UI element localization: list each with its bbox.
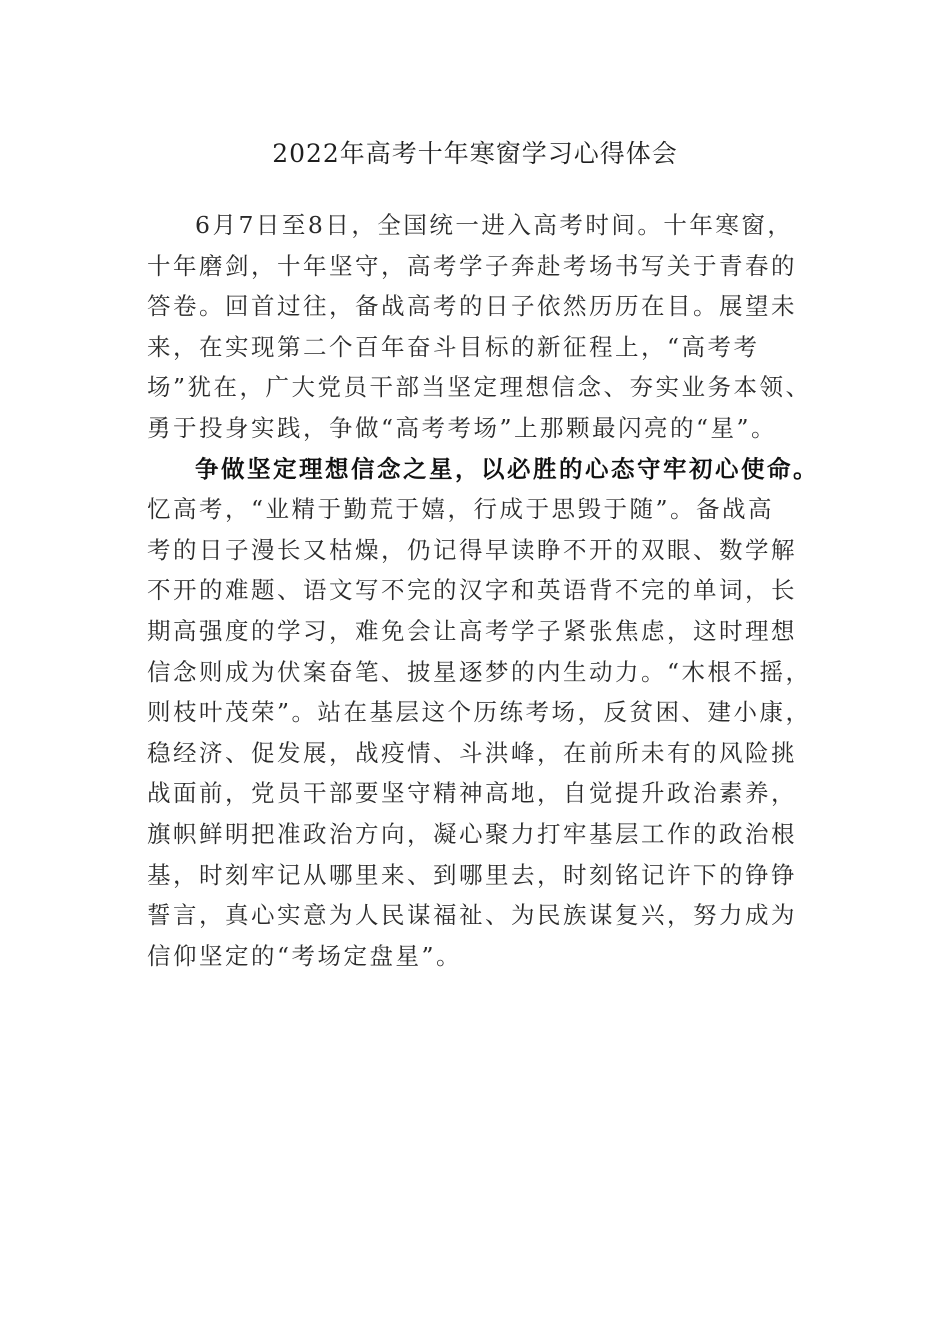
paragraph-line: 勇于投身实践，争做“高考考场”上那颗最闪亮的“星”。 [147,413,778,442]
document-title: 2022年高考十年寒窗学习心得体会 [272,139,678,168]
paragraph-line: 6月7日至8日，全国统一进入高考时间。十年寒窗， [195,211,794,239]
paragraph-line: 旗帜鲜明把准政治方向，凝心聚力打牢基层工作的政治根 [147,819,797,848]
document-body [147,205,819,976]
paragraph-line: 来，在实现第二个百年奋斗目标的新征程上，“高考考 [147,332,760,361]
paragraph-line: 誓言，真心实意为人民谋福祉、为民族谋复兴，努力成为 [147,901,797,930]
paragraph-line: 忆高考，“业精于勤荒于嬉，行成于思毁于随”。备战高 [147,495,775,524]
section-heading: 争做坚定理想信念之星，以必胜的心态守牢初心使命。 [195,454,819,483]
paragraph-line: 信念则成为伏案奋笔、披星逐梦的内生动力。“木根不摇， [147,657,812,686]
paragraph-line: 考的日子漫长又枯燥，仍记得早读睁不开的双眼、数学解 [147,535,797,564]
paragraph-line: 则枝叶茂荣”。站在基层这个历练考场，反贫困、建小康， [147,698,812,727]
paragraph-line: 十年磨剑，十年坚守，高考学子奔赴考场书写关于青春的 [147,251,797,280]
paragraph-line: 基，时刻牢记从哪里来、到哪里去，时刻铭记许下的铮铮 [147,860,797,889]
paragraph-line: 期高强度的学习，难免会让高考学子紧张焦虑，这时理想 [147,616,797,645]
paragraph-line: 答卷。回首过往，备战高考的日子依然历历在目。展望未 [147,292,797,321]
paragraph-line: 信仰坚定的“考场定盘星”。 [147,941,463,970]
paragraph-line: 稳经济、促发展，战疫情、斗洪峰，在前所未有的风险挑 [147,738,797,767]
paragraph-line: 战面前，党员干部要坚守精神高地，自觉提升政治素养， [147,779,797,808]
paragraph-line: 不开的难题、语文写不完的汉字和英语背不完的单词，长 [147,576,797,605]
paragraph-line: 场”犹在，广大党员干部当坚定理想信念、夯实业务本领、 [147,373,812,402]
